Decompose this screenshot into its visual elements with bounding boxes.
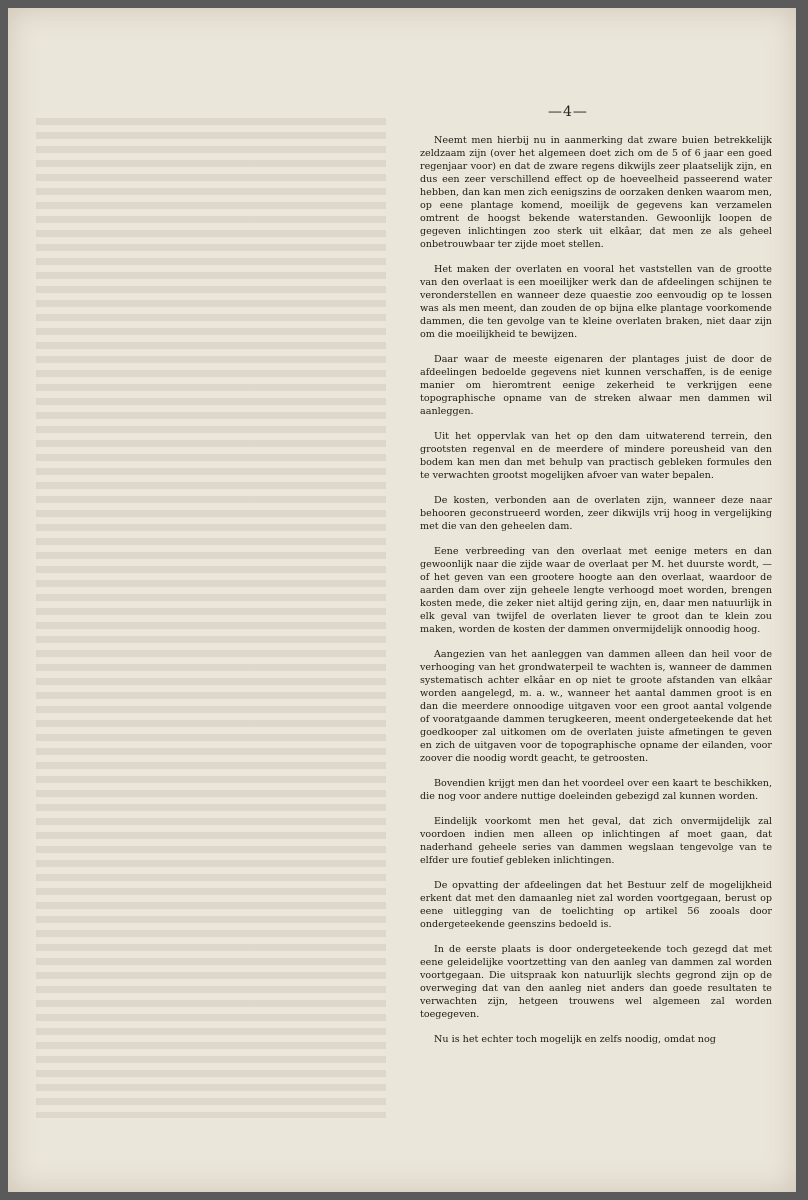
paragraph: Aangezien van het aanleggen van dammen alleen dan heil voor de verhooging van het grondwaterpeil te wachten is, wanneer de dammen systematisch achter elkâar en op niet te groote afstanden van elkâar worden aangelegd, m. a. w., wanneer het aantal dammen groot is en dan die meerdere onnoodige uitgaven voor een groot aantal volgende of vooratgaande dammen terugkeeren, meent ondergeteekende dat het goedkooper zal uitkomen om de overlaten juiste afmetingen te geven en zich de uitgaven voor de topographische opname der eilanden, voor zoover die noodig wordt geacht, te getroosten. xyxy=(420,649,772,764)
page-number: —4— xyxy=(548,104,588,120)
paragraph: Neemt men hierbij nu in aanmerking dat zware buien betrekkelijk zeldzaam zijn (over het algemeen doet zich om de 5 of 6 jaar een goed regenjaar voor) en dat de zware regens dikwijls zeer plaatselijk zijn, en dus een zeer verschillend effect op de hoeveelheid passeerend water hebben, dan kan men zich eenigszins de oorzaken denken waarom men, op eene plantage komend, moeilijk de gegevens kan verzamelen omtrent de hoogst bekende waterstanden. Gewoonlijk loopen de gegeven inlichtingen zoo sterk uit elkâar, dat men ze als geheel onbetrouwbaar ter zijde moet stellen. xyxy=(420,135,772,250)
paragraph: De kosten, verbonden aan de overlaten zijn, wanneer deze naar behooren geconstrueerd worden, zeer dikwijls vrij hoog in vergelijking met die van den geheelen dam. xyxy=(420,495,772,532)
paragraph: Eindelijk voorkomt men het geval, dat zich onvermijdelijk zal voordoen indien men alleen op inlichtingen af moet gaan, dat naderhand geheele series van dammen wegslaan tengevolge van te elfder ure foutief gebleken inlichtingen. xyxy=(420,816,772,866)
paragraph: De opvatting der afdeelingen dat het Bestuur zelf de mogelijkheid erkent dat met den damaanleg niet zal worden voortgegaan, berust op eene uitlegging van de toelichting op artikel 56 zooals door ondergeteekende geenszins bedoeld is. xyxy=(420,880,772,930)
paragraph: Nu is het echter toch mogelijk en zelfs noodig, omdat nog xyxy=(434,1034,716,1045)
paragraph: Daar waar de meeste eigenaren der plantages juist de door de afdeelingen bedoelde gegevens niet kunnen verschaffen, is de eenige manier om hieromtrent eenige zekerheid te verkrijgen eene topographische opname van de streken alwaar men dammen wil aanleggen. xyxy=(420,354,772,417)
paragraph: Uit het oppervlak van het op den dam uitwaterend terrein, den grootsten regenval en de meerdere of mindere poreusheid van den bodem kan men dan met behulp van practisch gebleken formules den te verwachten grootst mogelijken afvoer van water bepalen. xyxy=(420,431,772,481)
paragraph: Bovendien krijgt men dan het voordeel over een kaart te beschikken, die nog voor andere nuttige doeleinden gebezigd zal kunnen worden. xyxy=(420,778,772,802)
paragraph: Eene verbreeding van den overlaat met eenige meters en dan gewoonlijk naar die zijde waar de overlaat per M. het duurste wordt, — of het geven van een grootere hoogte aan den overlaat, waardoor de aarden dam over zijn geheele lengte verhoogd moet worden, brengen kosten mede, die zeker niet altijd gering zijn, en, daar men natuurlijk in elk geval van twijfel de overlaten liever te groot dan te klein zou maken, worden de kosten der dammen onvermijdelijk onnoodig hoog. xyxy=(420,546,772,635)
text-column xyxy=(420,134,772,1058)
paragraph: In de eerste plaats is door ondergeteekende toch gezegd dat met eene geleidelijke voortzetting van den aanleg van dammen zal worden voortgegaan. Die uitspraak kon natuurlijk slechts gegrond zijn op de overweging dat van den aanleg niet anders dan goede resultaten te verwachten zijn, hetgeen trouwens wel algemeen zal worden toegegeven. xyxy=(420,944,772,1020)
document-page xyxy=(8,8,796,1192)
paragraph: Het maken der overlaten en vooral het vaststellen van de grootte van den overlaat is een moeilijker werk dan de afdeelingen schijnen te veronderstellen en wanneer deze quaestie zoo eenvoudig op te lossen was als men meent, dan zouden de op bijna elke plantage voorkomende dammen, die ten gevolge van te kleine overlaten braken, niet daar zijn om die moeilijkheid te bewijzen. xyxy=(420,264,772,340)
bleed-through-text xyxy=(36,118,386,1118)
